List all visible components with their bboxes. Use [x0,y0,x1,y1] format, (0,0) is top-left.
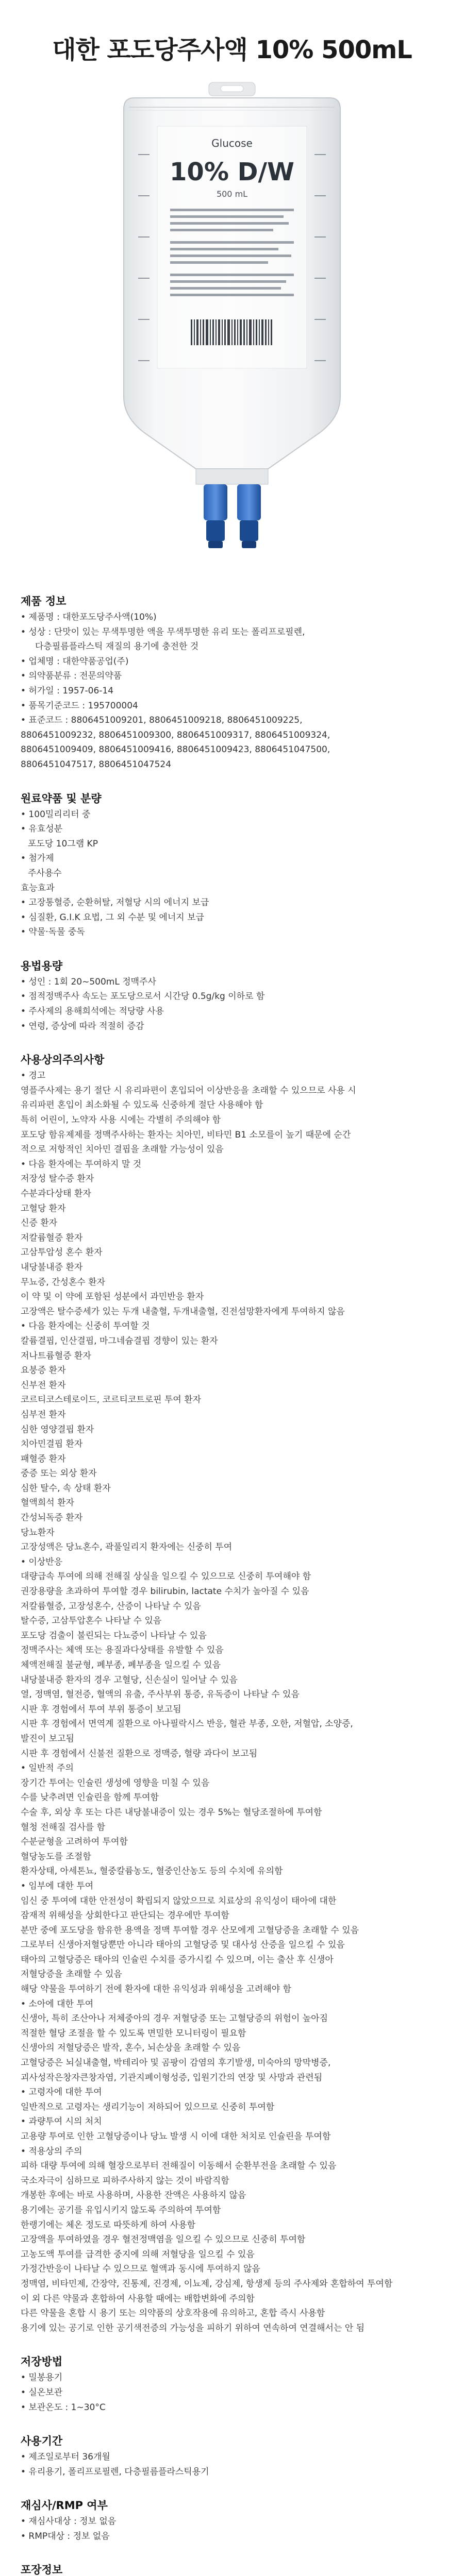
bag-label-top: Glucose [211,137,253,149]
section-line: 혈액희석 환자 [21,1498,74,1509]
section-line: • 다음 환자에는 신중히 투여할 것 [21,1321,150,1332]
section-line: • 실온보관 [21,2387,63,2398]
section-line: 당뇨환자 [21,1527,55,1538]
section-title: 포장정보 [21,2564,63,2576]
section-line: 수분균형을 고려하여 투여함 [21,1837,128,1848]
section-line: 신부전 환자 [21,1380,66,1391]
info-section [21,2561,464,2576]
info-section [21,2497,464,2544]
section-line: 시판 후 경험에서 신불전 질환으로 정맥증, 혈량 과다이 보고됨 [21,1748,258,1759]
section-line: 용기에는 공기를 유입시키지 않도록 주의하여 투여함 [21,2205,221,2215]
section-line: 그로부터 신생아저혈당뿐만 아니라 태아의 고혈당증 및 대사성 산증을 일으킬 수 있음 [21,1940,345,1951]
section-line: 대량급속 투여에 의해 전해질 상실을 일으킬 수 있으므로 신중히 투여해야 함 [21,1571,311,1582]
section-line: 일반적으로 고령자는 생리기능이 저하되어 있으므로 신중히 투여함 [21,2102,275,2112]
section-line: 심한 탈수, 속 상태 환자 [21,1483,111,1494]
section-line: 임신 중 투여에 대한 안전성이 확립되지 않았으므로 치료상의 유익성이 태아에 대한 [21,1895,337,1906]
section-line: 탈수증, 고삼투압혼수 나타날 수 있음 [21,1616,162,1626]
section-line: • 고령자에 대한 투여 [21,2087,102,2098]
page-title: 대한 포도당주사액 10% 500mL [52,36,412,64]
info-section [21,592,464,772]
section-line: 신생아, 특히 조산아나 저체중아의 경우 저혈당증 또는 고혈당증의 위험이 높아짐 [21,2013,328,2024]
section-line: 주사용수 [28,868,62,878]
section-line: • 의약품분류 : 전문의약품 [21,671,122,682]
section-line: • 주사제의 용해희석에는 적당량 사용 [21,1006,164,1017]
section-line: 심부전 환자 [21,1409,66,1420]
section-line: • 허가일 : 1957-06-14 [21,685,114,696]
section-line: 괴사성작은창자큰창자염, 기관지폐이형성증, 입원기간의 연장 및 사망과 관련됨 [21,2072,323,2083]
section-line: 요붕증 환자 [21,1365,66,1376]
section-line: 고장액은 탈수증세가 있는 두개 내출혈, 두개내출혈, 진전섬망환자에게 투여하지 않음 [21,1306,345,1317]
section-line: 고용량 투여로 인한 고혈당증이나 당뇨 발생 시 이에 대한 처치로 인슐린을 투여함 [21,2131,331,2142]
section-title: 재심사/RMP 여부 [21,2499,108,2512]
section-line: 시판 후 경험에서 면역계 질환으로 아나필락시스 반응, 혈관 부종, 오한, 저혈압, 소양증, [21,1719,353,1730]
section-line: 국소자극이 심하므로 피하주사하지 않는 것이 바람직함 [21,2175,229,2186]
section-line: 8806451009232, 8806451009300, 8806451009317, 8806451009324, [21,730,330,740]
section-line: 고장액을 투여하였을 경우 혈전정맥염을 일으킬 수 있으므로 신중히 투여함 [21,2234,306,2245]
section-line: 유리파편 혼입이 최소화될 수 있도록 신중하게 절단 사용해야 함 [21,1100,263,1111]
section-line: • 일반적 주의 [21,1763,74,1774]
section-line: • 재심사대상 : 정보 없음 [21,2516,117,2527]
section-line: • 과량투여 시의 처치 [21,2116,102,2127]
section-line: • 약물·독물 중독 [21,927,85,938]
section-line: 잠재적 위해성을 상회한다고 판단되는 경우에만 투여함 [21,1910,229,1921]
section-line: 열, 정맥염, 혈전증, 혈액의 유출, 주사부위 통증, 유독증이 나타날 수 있음 [21,1689,300,1700]
section-line: 8806451009409, 8806451009416, 8806451009423, 8806451047500, [21,744,330,755]
section-line: 적으로 저항적인 치아민 결핍을 초래할 가능성이 있음 [21,1144,224,1155]
section-line: 포도당 10그램 KP [28,838,98,849]
section-line: • 성인 : 1회 20~500mL 정맥주사 [21,976,156,987]
section-line: 수술 후, 외상 후 또는 다른 내당불내증이 있는 경우 5%는 혈당조절하에 투여함 [21,1807,322,1818]
section-line: • 고장통혈증, 순환허탈, 저혈당 시의 에너지 보급 [21,897,209,908]
section-line: • 임부에 대한 투여 [21,1880,94,1891]
section-line: 장기간 투여는 인슐린 생성에 영향을 미칠 수 있음 [21,1777,210,1788]
section-line: 저장성 탈수증 환자 [21,1174,94,1184]
section-title: 원료약품 및 분량 [21,792,102,805]
section-line: 내당불내증 환자의 경우 고혈당, 신손실이 일어날 수 있음 [21,1674,238,1685]
section-line: 발진이 보고됨 [21,1733,74,1744]
section-line: 혈당농도를 조절함 [21,1851,91,1862]
section-line: • 업체명 : 대한약품공업(주) [21,656,129,667]
section-line: 이 약 및 이 약에 포함된 성분에서 과민반응 환자 [21,1292,204,1302]
section-line: 무뇨증, 간성혼수 환자 [21,1277,106,1287]
iv-port-left-icon [204,484,227,520]
product-image [0,77,464,592]
section-line: 포도당 검출이 불린되는 다뇨증이 나타날 수 있음 [21,1630,207,1641]
section-line: 신증 환자 [21,1218,58,1229]
section-line: 효능효과 [21,883,55,893]
section-line: 영플주사제는 용기 절단 시 유리파편이 혼입되어 이상반응을 초래할 수 있으므로 사용 시 [21,1085,356,1096]
section-line: 치아민결핍 환자 [21,1439,83,1450]
section-line: 저나트륨혈증 환자 [21,1350,91,1361]
section-line: 체액전해질 불균형, 폐부종, 폐부종을 일으킬 수 있음 [21,1660,221,1670]
info-section [21,2353,464,2415]
section-line: • 100밀리리터 중 [21,809,91,820]
section-line: 개봉한 후에는 바로 사용하며, 사용한 잔액은 사용하지 않음 [21,2190,246,2201]
section-line: 특히 어린이, 노약자 사용 시에는 각별히 주의해야 함 [21,1115,221,1126]
section-line: 수를 낮추려면 인슐린을 함께 투여함 [21,1792,159,1803]
section-line: 고혈당 환자 [21,1203,66,1214]
section-title: 저장방법 [21,2355,63,2368]
section-line: 내당불내증 환자 [21,1262,83,1273]
section-line: 간성뇌독증 환자 [21,1513,83,1523]
section-line: 고혈당증은 뇌실내출혈, 박테리아 및 곰팡이 감염의 후기발생, 미숙아의 망막병증, [21,2058,331,2069]
section-line: 다층필름플라스틱 재질의 용기에 충전한 것 [35,641,199,652]
section-line: 심한 영양결핍 환자 [21,1424,94,1435]
section-line: 8806451047517, 8806451047524 [21,759,172,770]
section-line: 권장용량을 초과하여 투여할 경우 bilirubin, lactate 수치가 높아질 수 있음 [21,1586,309,1597]
section-title: 용법용량 [21,959,63,972]
section-line: • 성상 : 단맛이 있는 무색투명한 액을 무색투명한 유리 또는 폴리프로필렌, [21,626,305,637]
section-line: 가정간반응이 나타날 수 있으므로 혈액과 동시에 투여하지 않음 [21,2264,260,2275]
section-line: • 점적정맥주사 속도는 포도당으로서 시간당 0.5g/kg 이하로 함 [21,991,265,1002]
section-line: 포도당 함유제제를 정맥주사하는 환자는 치아민, 비타민 B1 소모를이 높기 때문에 순간 [21,1129,351,1140]
section-line: 고삼투압성 혼수 환자 [21,1247,103,1258]
section-line: • 유효성분 [21,824,63,835]
section-line: 한랭기에는 체온 정도로 따뜻하게 하여 사용함 [21,2219,196,2230]
section-line: • 적용상의 주의 [21,2146,82,2157]
section-line: 저칼륨혈증, 고장성혼수, 산증이 나타날 수 있음 [21,1601,201,1612]
section-line: 수분과다상태 환자 [21,1189,91,1199]
section-line: 신생아의 저혈당증은 발작, 혼수, 뇌손상을 초래할 수 있음 [21,2043,241,2054]
section-line: • 소아에 대한 투여 [21,1998,94,2009]
iv-bag-illustration [98,77,366,592]
section-line: 패혈증 환자 [21,1453,66,1464]
section-line: • 표준코드 : 8806451009201, 8806451009218, 8806451009225, [21,715,303,726]
iv-port-right-icon [237,484,261,520]
section-line: 코르티코스테로이드, 코르티코트로핀 투여 환자 [21,1395,202,1405]
product-info-sections [0,592,464,2576]
section-line: 저칼륨혈증 환자 [21,1232,83,1243]
section-line: • 보관온도 : 1~30°C [21,2402,106,2413]
section-line: 저혈당증을 초래할 수 있음 [21,1969,122,1980]
section-line: 고농도액 투여를 급격한 중지에 의해 저혈당을 일으킬 수 있음 [21,2249,255,2260]
bag-label-sub: 500 mL [216,189,248,199]
section-line: 고장성액은 당뇨혼수, 곽풀일리지 환자에는 신중히 투여 [21,1542,233,1553]
section-line: • 제조일로부터 36개월 [21,2452,110,2463]
section-line: 분만 중에 포도당을 함유한 용액을 정맥 투여할 경우 산모에게 고혈당증을 초래할 수 있음 [21,1925,359,1936]
section-line: 중증 또는 외상 환자 [21,1468,97,1479]
section-line: • 연령, 증상에 따라 적절히 증감 [21,1021,144,1031]
info-section [21,1051,464,2335]
section-line: 용기에 있는 공기로 인한 공기색전증의 가능성을 피하기 위하여 연속하여 연결해서는 안 됨 [21,2323,365,2333]
section-line: 시판 후 경험에서 투여 부위 통증이 보고됨 [21,1704,181,1715]
section-line: 혈청 전해질 검사를 함 [21,1822,106,1833]
section-line: 피하 대량 투여에 의해 혈장으로부터 전해질이 이동해서 순환부전을 초래할 수 있음 [21,2161,337,2172]
section-line: • 제품명 : 대한포도당주사액(10%) [21,612,157,622]
section-line: 태아의 고혈당증은 태아의 인슐린 수치를 증가시킬 수 있으며, 이는 출산 후 신생아 [21,1954,334,1965]
section-title: 사용기간 [21,2435,63,2448]
section-line: • RMP대상 : 정보 없음 [21,2531,110,2541]
section-line: 해당 약물을 투여하기 전에 환자에 대한 유익성과 위해성을 고려해야 함 [21,1984,291,1995]
section-line: • 다음 환자에는 투여하지 말 것 [21,1159,142,1170]
section-line: • 유리용기, 폴리프로필렌, 다층필름플라스틱용기 [21,2466,209,2477]
section-line: 정맥주사는 체액 또는 용질과다상태를 유발할 수 있음 [21,1645,224,1656]
section-line: • 첨가제 [21,853,54,864]
section-line: • 밀봉용기 [21,2372,63,2383]
section-line: 다른 약물을 혼합 시 용기 또는 의약품의 상호작용에 유의하고, 혼합 즉시 사용함 [21,2308,325,2319]
section-line: 환자상태, 아세톤뇨, 혈중칼륨농도, 혈중인산농도 등의 수치에 유의함 [21,1866,283,1877]
section-line: 정맥염, 비타민제, 간장약, 진통제, 진경제, 이뇨제, 강심제, 항생제 등의 주사제와 혼합하여 투여함 [21,2278,393,2289]
section-title: 사용상의주의사항 [21,1054,105,1066]
section-line: • 심질환, G.I.K 요법, 그 외 수분 및 에너지 보급 [21,912,204,923]
bag-label-main: 10% D/W [170,158,294,187]
section-line: 칼륨결핍, 인산결핍, 마그네슘결핍 경향이 있는 환자 [21,1335,218,1346]
section-title: 제품 정보 [21,595,67,607]
info-section [21,957,464,1033]
section-line: 적절한 혈당 조절을 할 수 있도록 면밀한 모니터링이 필요함 [21,2028,246,2039]
section-line: • 경고 [21,1071,46,1081]
section-line: • 이상반응 [21,1556,63,1567]
section-line: • 품목기준코드 : 195700004 [21,700,138,711]
info-section [21,2432,464,2479]
section-line: 이 외 다른 약물과 혼합하여 사용할 때에는 배합변화에 주의함 [21,2293,255,2304]
info-section [21,790,464,940]
